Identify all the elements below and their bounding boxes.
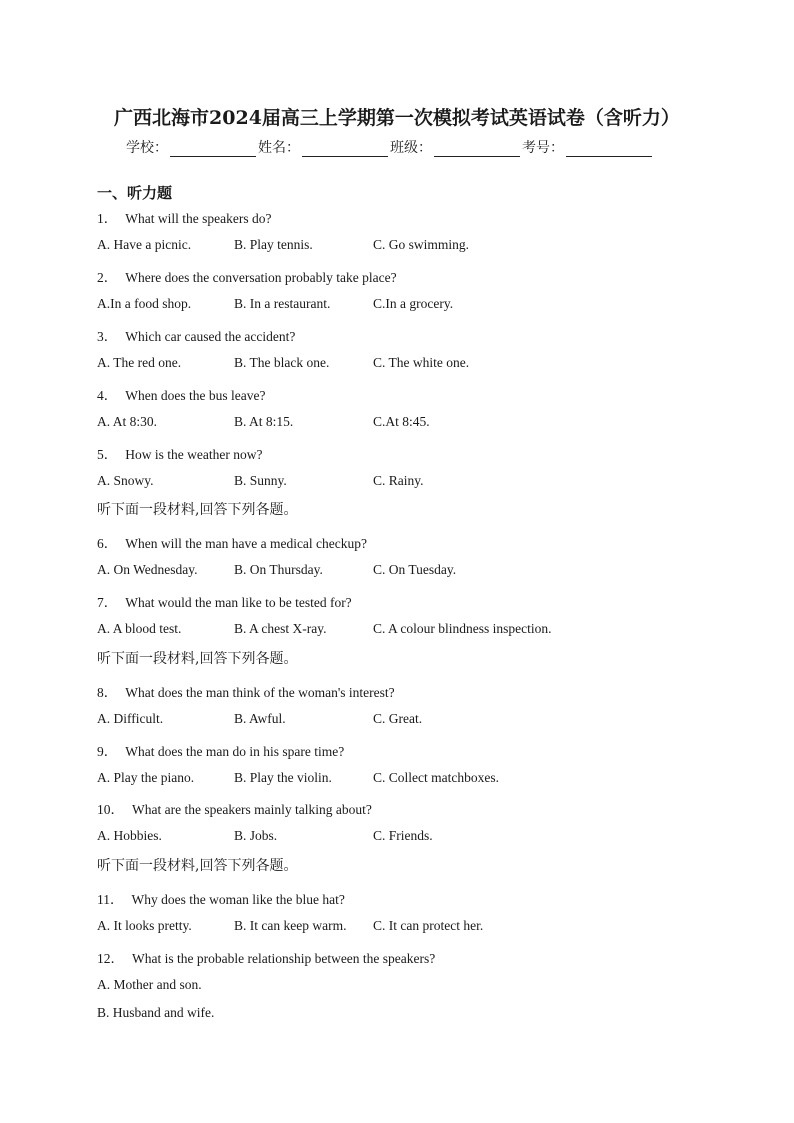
option-c[interactable]: C. On Tuesday. [373, 562, 457, 577]
option-b[interactable]: B. Sunny. [234, 473, 287, 488]
question-number: 12． [97, 951, 124, 966]
name-blank[interactable] [302, 142, 388, 157]
option-b[interactable]: B. On Thursday. [234, 562, 323, 577]
option-b[interactable]: B. It can keep warm. [234, 918, 347, 933]
option-a[interactable]: A. On Wednesday. [97, 562, 198, 577]
question-number: 10． [97, 802, 124, 817]
option-a[interactable]: A. Snowy. [97, 473, 154, 488]
question-3 [97, 325, 295, 345]
option-c[interactable]: C. The white one. [373, 355, 470, 370]
question-number: 4． [97, 388, 118, 403]
question-1 [97, 207, 271, 227]
option-b-12[interactable]: B. Husband and wife. [97, 1005, 215, 1020]
question-text: Which car caused the accident? [125, 329, 296, 344]
question-9 [97, 740, 344, 760]
question-text: How is the weather now? [125, 447, 263, 462]
option-a[interactable]: A.In a food shop. [97, 296, 192, 311]
question-text: What would the man like to be tested for? [125, 595, 352, 610]
question-text: What are the speakers mainly talking about? [132, 802, 372, 817]
question-text: What is the probable relationship between the speakers? [132, 951, 436, 966]
option-a[interactable]: A. Play the piano. [97, 770, 195, 785]
number-blank[interactable] [566, 142, 652, 157]
question-7 [97, 591, 352, 611]
option-c[interactable]: C. A colour blindness inspection. [373, 621, 552, 636]
question-8 [97, 681, 395, 701]
school-blank[interactable] [170, 142, 256, 157]
question-text: What does the man think of the woman's interest? [125, 685, 395, 700]
question-5 [97, 443, 262, 463]
question-number: 6． [97, 536, 118, 551]
question-text: Why does the woman like the blue hat? [131, 892, 345, 907]
question-2 [97, 266, 397, 286]
option-a[interactable]: A. Have a picnic. [97, 237, 192, 252]
question-6 [97, 532, 367, 552]
question-number: 5． [97, 447, 118, 462]
section-title: 一、听力题 [97, 184, 173, 202]
option-b[interactable]: B. Awful. [234, 711, 286, 726]
question-12 [97, 947, 435, 967]
question-11 [97, 888, 345, 908]
question-text: When will the man have a medical checkup? [125, 536, 368, 551]
question-10 [97, 798, 372, 818]
class-blank[interactable] [434, 142, 520, 157]
name-label: 姓名： [258, 140, 300, 156]
option-a[interactable]: A. The red one. [97, 355, 182, 370]
school-label: 学校： [126, 140, 168, 156]
question-text: What does the man do in his spare time? [125, 744, 345, 759]
question-number: 9． [97, 744, 118, 759]
option-b[interactable]: B. Play the violin. [234, 770, 332, 785]
question-number: 7． [97, 595, 118, 610]
question-text: What will the speakers do? [125, 211, 272, 226]
option-c[interactable]: C. Collect matchboxes. [373, 770, 499, 785]
question-text: When does the bus leave? [125, 388, 266, 403]
option-c[interactable]: C. Great. [373, 711, 423, 726]
option-b[interactable]: B. Jobs. [234, 828, 278, 843]
instruction-note: 听下面一段材料,回答下列各题。 [97, 651, 298, 667]
option-a[interactable]: A. Hobbies. [97, 828, 162, 843]
option-b[interactable]: B. Play tennis. [234, 237, 313, 252]
option-a[interactable]: A. It looks pretty. [97, 918, 192, 933]
student-info-row [126, 137, 654, 157]
question-number: 3． [97, 329, 118, 344]
question-number: 8． [97, 685, 118, 700]
question-4 [97, 384, 265, 404]
instruction-note: 听下面一段材料,回答下列各题。 [97, 858, 298, 874]
option-a[interactable]: A. Difficult. [97, 711, 164, 726]
question-number: 2． [97, 270, 118, 285]
class-label: 班级： [390, 140, 432, 156]
option-b[interactable]: B. A chest X-ray. [234, 621, 327, 636]
option-c[interactable]: C. It can protect her. [373, 918, 484, 933]
question-number: 1． [97, 211, 118, 226]
option-a[interactable]: A. A blood test. [97, 621, 182, 636]
option-c[interactable]: C. Friends. [373, 828, 433, 843]
instruction-note: 听下面一段材料,回答下列各题。 [97, 502, 298, 518]
option-b[interactable]: B. The black one. [234, 355, 330, 370]
option-c[interactable]: C.In a grocery. [373, 296, 454, 311]
option-a-12[interactable]: A. Mother and son. [97, 977, 202, 992]
number-label: 考号： [522, 140, 564, 156]
option-b[interactable]: B. In a restaurant. [234, 296, 331, 311]
option-a[interactable]: A. At 8:30. [97, 414, 158, 429]
page-title: 广西北海市2024届高三上学期第一次模拟考试英语试卷（含听力） [114, 107, 680, 129]
option-c[interactable]: C. Rainy. [373, 473, 424, 488]
option-c[interactable]: C.At 8:45. [373, 414, 430, 429]
question-number: 11． [97, 892, 124, 907]
option-b[interactable]: B. At 8:15. [234, 414, 294, 429]
question-text: Where does the conversation probably take place? [125, 270, 397, 285]
option-c[interactable]: C. Go swimming. [373, 237, 470, 252]
